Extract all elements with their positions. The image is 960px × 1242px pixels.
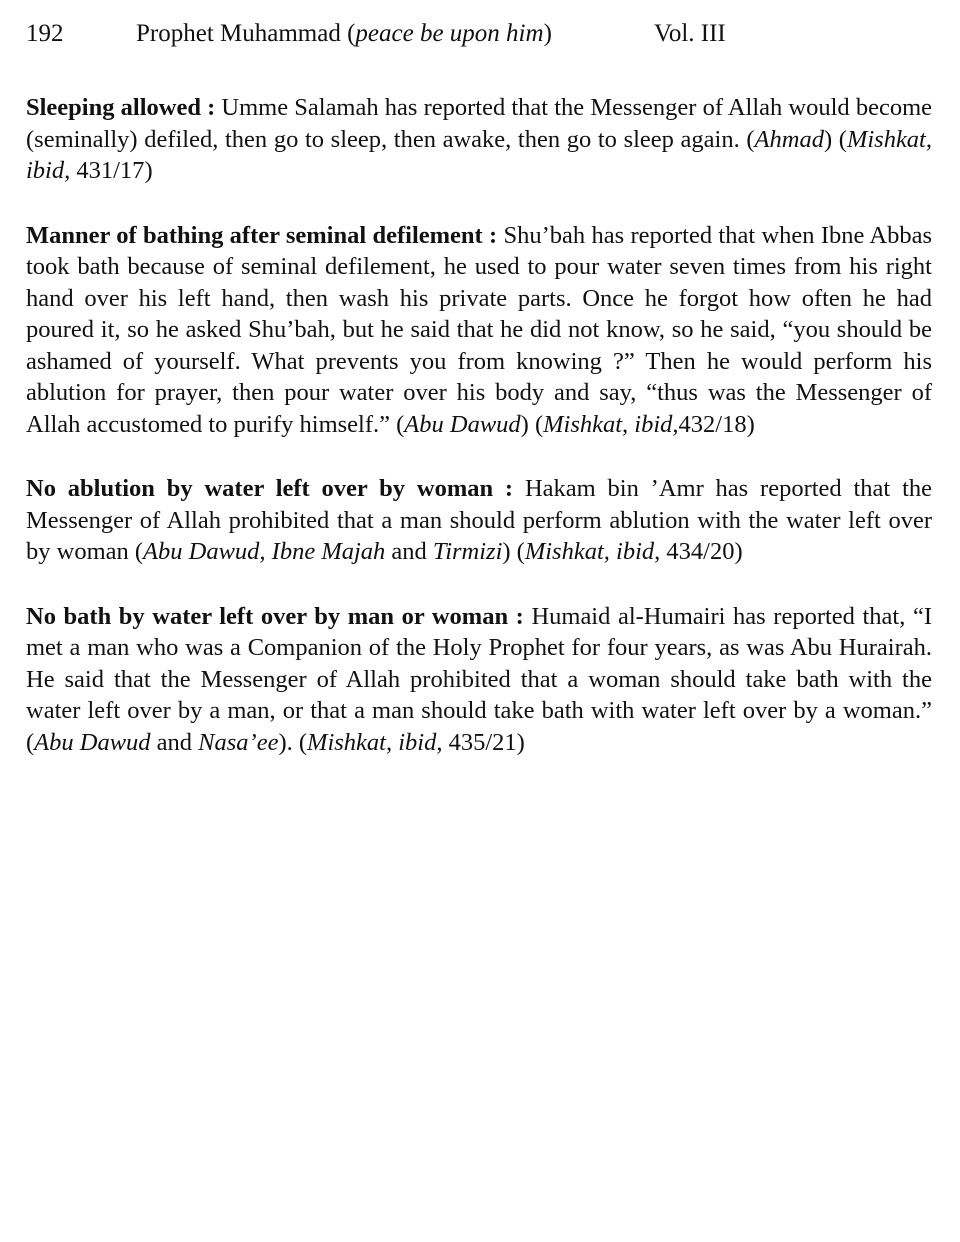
document-page <box>26 14 932 791</box>
entry-source: Ahmad <box>754 125 824 153</box>
entry-reference-number: 431/17 <box>76 157 145 184</box>
hadith-entry: Manner of bathing after seminal defilement : Shu’bah has reported that when Ibne Abbas took bath because of seminal defilement, he used to pour water seven times from his right hand over his left hand, then wash his private parts. Once he forgot how often he had poured it, so he asked Shu’bah, but he said that he did not know, so he said, “you should be ashamed of yourself. What prevents you from knowing ?” Then he would perform his ablution for prayer, then pour water over his body and say, “thus was the Messenger of Allah accustomed to purify himself.” (Abu Dawud) (Mishkat, ibid,432/18) <box>26 221 932 438</box>
entry-source-secondary: Tirmizi <box>432 538 503 565</box>
entry-source-secondary: Nasa’ee <box>198 728 279 756</box>
entry-reference-number: 432/18 <box>678 410 747 438</box>
entry-reference-number: 435/21 <box>448 728 517 756</box>
entry-source: Abu Dawud, Ibne Majah <box>143 538 386 565</box>
volume-label: Vol. III <box>654 20 726 47</box>
entry-body: Shu’bah has reported that when Ibne Abbas took bath because of seminal defilement, he used to pour water seven times from his right hand over his left hand, then wash his private parts. Once he forgot how often he had poured it, so he asked Shu’bah, but he said that he did not know, so he said, “you should be ashamed of yourself. What prevents you from knowing ?” Then he would perform his ablution for prayer, then pour water over his body and say, “thus was the Messenger of Allah accustomed to purify himself.” <box>26 221 932 438</box>
entry-heading: Manner of bathing after seminal defilement : <box>26 221 498 249</box>
entry-source: Abu Dawud <box>34 728 151 756</box>
entry-source-conjunction: and <box>156 728 193 756</box>
hadith-entry: No ablution by water left over by woman : Hakam bin ’Amr has reported that the Messenger of Allah prohibited that a man should perform ablution with the water left over by woman (Abu Dawud, Ibne Majah and Tirmizi) (Mishkat, ibid, 434/20) <box>26 475 932 565</box>
book-title-honorific: peace be upon him <box>355 20 544 47</box>
entry-body: Umme Salamah has reported that the Messenger of Allah would become (seminally) defiled, then go to sleep, then awake, then go to sleep again. <box>26 94 932 153</box>
entry-heading: No ablution by water left over by woman : <box>26 475 514 502</box>
page-number: 192 <box>26 20 64 47</box>
hadith-entry: No bath by water left over by man or woman : Humaid al-Humairi has reported that, “I met a man who was a Companion of the Holy Prophet for four years, as was Abu Hurairah. He said that the Messenger of Allah prohibited that a woman should take bath with the water left over by a man, or that a man should take bath with water left over by a woman.” (Abu Dawud and Nasa’ee). (Mishkat, ibid, 435/21) <box>26 602 932 756</box>
entry-heading: Sleeping allowed : <box>26 94 216 121</box>
entry-reference: Mishkat, ibid, <box>26 125 932 184</box>
entry-reference: Mishkat, ibid, <box>307 728 443 756</box>
entry-body: Hakam bin ’Amr has reported that the Messenger of Allah prohibited that a man should perform ablution with the water left over by woman <box>26 475 932 565</box>
book-title-main: Prophet Muhammad <box>136 20 341 47</box>
entry-reference: Mishkat, ibid, <box>524 538 661 565</box>
hadith-entry: Sleeping allowed : Umme Salamah has reported that the Messenger of Allah would become (seminally) defiled, then go to sleep, then awake, then go to sleep again. (Ahmad) (Mishkat, ibid, 431/17) <box>26 94 932 184</box>
hadith-entries <box>26 92 932 758</box>
running-header <box>26 14 932 54</box>
entry-body: Humaid al-Humairi has reported that, “I met a man who was a Companion of the Holy Prophet for four years, as was Abu Hurairah. He said that the Messenger of Allah prohibited that a woman should take bath with the water left over by a man, or that a man should take bath with water left over by a woman.” <box>26 602 932 724</box>
entry-heading: No bath by water left over by man or woman : <box>26 602 524 630</box>
entry-reference: Mishkat, ibid, <box>543 410 679 438</box>
entry-reference-number: 434/20 <box>666 538 735 565</box>
book-title: Prophet Muhammad (peace be upon him) <box>136 20 552 47</box>
entry-source: Abu Dawud <box>404 410 521 438</box>
entry-source-conjunction: and <box>391 538 427 565</box>
